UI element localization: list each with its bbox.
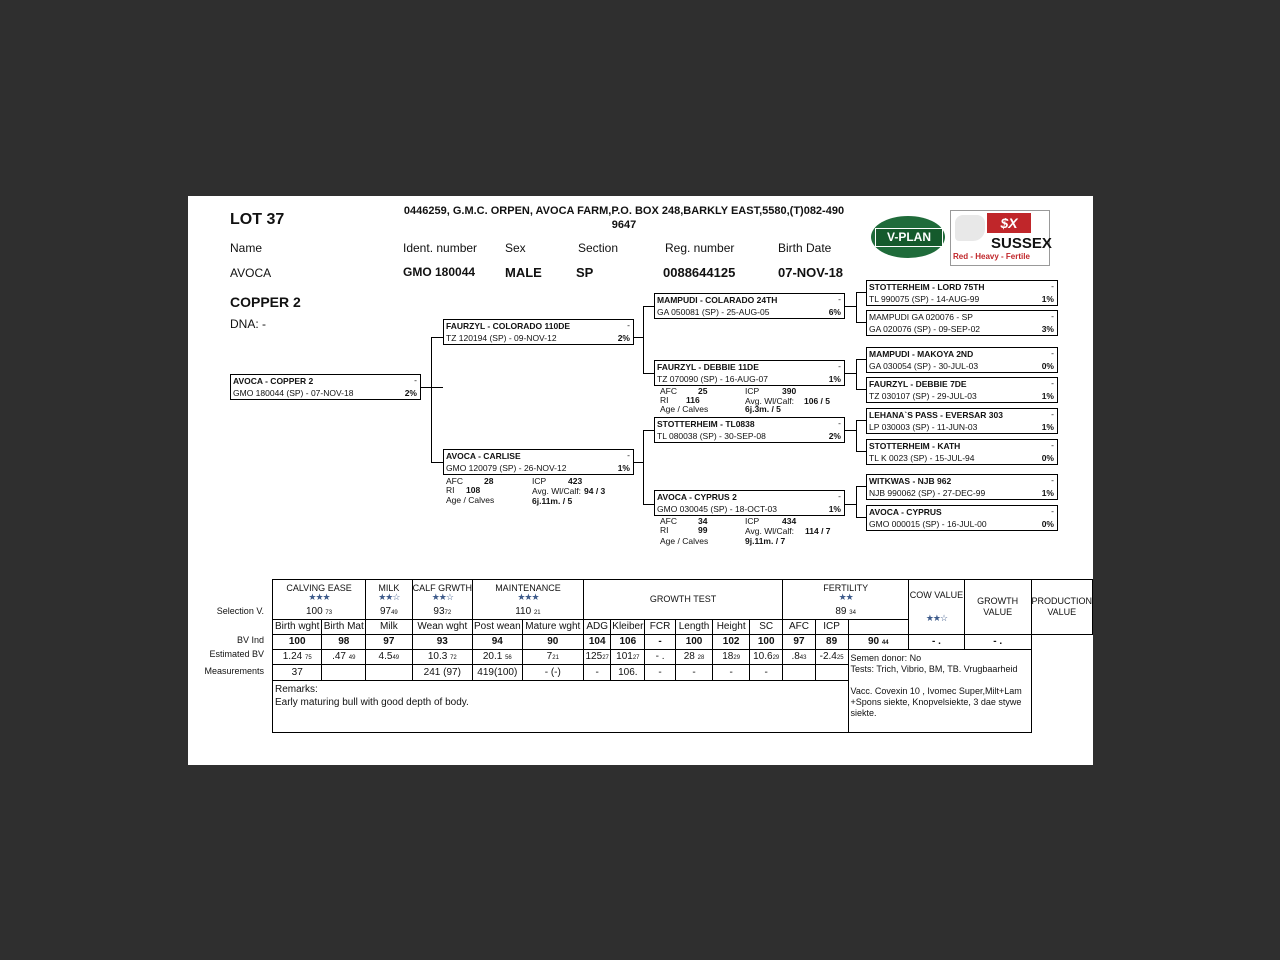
- ri-label: RI: [446, 485, 455, 495]
- animal-name: WITKWAS - NJB 962: [869, 476, 952, 486]
- dash: -: [1051, 378, 1054, 388]
- animal-pct: 1%: [1041, 294, 1054, 304]
- est-value: .8: [791, 651, 800, 662]
- accuracy: 21: [533, 610, 541, 616]
- animal-name: LEHANA`S PASS - EVERSAR 303: [869, 410, 1003, 420]
- selection-calf: [412, 605, 472, 620]
- row-label-measurements: Measurements: [204, 666, 264, 676]
- dash: -: [627, 320, 630, 330]
- group-label: CALVING EASE: [286, 582, 352, 593]
- pedigree-gen3-8: [866, 505, 1058, 531]
- est-value: -2.4: [819, 651, 837, 662]
- est-cell: [713, 649, 750, 664]
- vplan-logo: [871, 216, 945, 258]
- animal-pct: 1%: [1041, 391, 1054, 401]
- dash: -: [838, 294, 841, 304]
- pedigree-gen3-3: [866, 347, 1058, 373]
- accuracy: 34: [849, 610, 856, 616]
- animal-reg: GMO 180044 (SP) - 07-NOV-18: [233, 388, 354, 398]
- est-value: 10.6: [753, 651, 773, 662]
- selection-value: 110: [515, 606, 532, 617]
- meas-cell: [366, 664, 413, 680]
- star-rating-icon: ★★☆: [378, 591, 400, 602]
- pedigree-gen3-4: [866, 377, 1058, 403]
- meas-cell: -: [645, 664, 676, 680]
- icp-value: 390: [782, 386, 797, 396]
- animal-pct: 1%: [1041, 488, 1054, 498]
- pedigree-dam-sire: [654, 417, 845, 443]
- accuracy: 43: [799, 655, 807, 661]
- pedigree-line: [856, 517, 866, 518]
- pedigree-line: [643, 430, 654, 431]
- bv-cell: 90: [522, 634, 583, 649]
- animal-pct: 2%: [617, 333, 630, 343]
- animal-name: MAMPUDI - MAKOYA 2ND: [869, 349, 974, 359]
- est-cell: [750, 649, 783, 664]
- animal-reg: LP 030003 (SP) - 11-JUN-03: [869, 422, 978, 432]
- icp-label: ICP: [745, 386, 760, 396]
- wl-label: Avg. Wl/Calf:: [532, 486, 581, 496]
- col-header: SC: [750, 619, 783, 634]
- col-header: Length: [675, 619, 712, 634]
- bv-cell: 100: [750, 634, 783, 649]
- pedigree-line: [633, 462, 643, 463]
- name-value: AVOCA: [230, 266, 272, 280]
- pedigree-line: [431, 337, 443, 338]
- pedigree-line: [643, 373, 654, 374]
- dash: -: [838, 361, 841, 371]
- pedigree-line: [844, 373, 856, 374]
- pedigree-line: [633, 337, 643, 338]
- owner-address: [364, 204, 884, 232]
- animal-name: AVOCA - CYPRUS: [869, 507, 942, 517]
- meas-cell: [783, 664, 815, 680]
- animal-reg: GMO 120079 (SP) - 26-NOV-12: [446, 463, 567, 473]
- pedigree-line: [844, 306, 856, 307]
- animal-reg: GA 020076 (SP) - 09-SEP-02: [869, 324, 981, 334]
- pedigree-line: [856, 359, 857, 389]
- bull-head-icon: [955, 215, 985, 241]
- accuracy: 27: [632, 655, 640, 661]
- animal-reg: GMO 030045 (SP) - 18-OCT-03: [657, 504, 777, 514]
- col-header: ICP: [815, 619, 848, 634]
- icp-value: 423: [568, 476, 583, 486]
- estimated-bv-row: [273, 649, 1093, 664]
- animal-reg: GA 050081 (SP) - 25-AUG-05: [657, 307, 770, 317]
- notes-cell: [848, 649, 1031, 732]
- animal-name: AVOCA - CYPRUS 2: [657, 492, 737, 502]
- sussex-mark: $X: [987, 213, 1031, 233]
- dash: -: [1051, 311, 1054, 321]
- animal-pct: 1%: [617, 463, 630, 473]
- pedigree-line: [431, 462, 443, 463]
- accuracy: 72: [450, 655, 457, 661]
- est-cell: [583, 649, 611, 664]
- animal-name: FAURZYL - DEBBIE 11DE: [657, 362, 759, 372]
- group-calf-growth: [412, 580, 472, 605]
- vaccination-note: Vacc. Covexin 10 , Ivomec Super,Milt+Lam +Spons siekte, Knopvelsiekte, 3 dae stywe siekte.: [850, 685, 1022, 718]
- animal-reg: TZ 120194 (SP) - 09-NOV-12: [446, 333, 557, 343]
- animal-reg: TZ 070090 (SP) - 16-AUG-07: [657, 374, 769, 384]
- star-rating-icon: ★★: [838, 591, 853, 602]
- wl-value: 114 / 7: [805, 526, 831, 536]
- dash: -: [1051, 281, 1054, 291]
- age-label: Age / Calves: [446, 495, 495, 505]
- dash: -: [838, 418, 841, 428]
- animal-name: AVOCA - COPPER 2: [233, 376, 314, 386]
- animal-pct: 1%: [1041, 422, 1054, 432]
- est-cell: [322, 649, 366, 664]
- wl-value: 106 / 5: [804, 396, 830, 406]
- accuracy: 25: [836, 655, 844, 661]
- group-cow-value: [909, 580, 965, 635]
- birth-value: 07-NOV-18: [778, 265, 844, 280]
- sussex-tagline: Red - Heavy - Fertile: [953, 252, 1030, 261]
- ri-label: RI: [660, 525, 669, 535]
- col-header: Birth wght: [273, 619, 322, 634]
- accuracy: 49: [391, 610, 398, 616]
- age-value: 6j.11m. / 5: [532, 496, 573, 506]
- animal-reg: GMO 000015 (SP) - 16-JUL-00: [869, 519, 987, 529]
- pedigree-line: [856, 420, 857, 451]
- remarks-label: Remarks:: [275, 683, 318, 695]
- pedigree-line: [643, 306, 644, 373]
- star-rating-icon: ★★☆: [925, 613, 948, 624]
- pedigree-gen3-7: [866, 474, 1058, 500]
- meas-cell: [815, 664, 848, 680]
- sire-dam-performance: [660, 386, 840, 418]
- pedigree-line: [856, 322, 866, 323]
- est-cell: [611, 649, 645, 664]
- bv-index-row: [273, 634, 1093, 649]
- accuracy: 73: [325, 610, 333, 616]
- pedigree-gen3-2: [866, 310, 1058, 336]
- dash: -: [838, 491, 841, 501]
- col-header: ADG: [583, 619, 611, 634]
- birth-label: Birth Date: [778, 241, 832, 255]
- afc-label: AFC: [446, 476, 463, 486]
- group-fertility: [783, 580, 909, 605]
- section-value: SP: [576, 265, 594, 280]
- meas-cell: 241 (97): [412, 664, 472, 680]
- pedigree-gen3-1: [866, 280, 1058, 306]
- section-label: Section: [578, 241, 619, 255]
- meas-cell: -: [583, 664, 611, 680]
- pedigree-line: [856, 292, 866, 293]
- ri-value: 99: [698, 525, 708, 535]
- bv-cell: 94: [472, 634, 522, 649]
- est-value: 28: [683, 651, 695, 662]
- animal-name: MAMPUDI GA 020076 - SP: [869, 312, 973, 322]
- est-cell: [645, 649, 676, 664]
- icp-label: ICP: [532, 476, 547, 486]
- bv-cell: 106: [611, 634, 645, 649]
- selection-milk: [366, 605, 413, 620]
- est-cell: [366, 649, 413, 664]
- animal-pct: 2%: [828, 431, 841, 441]
- est-value: 1.24: [282, 651, 303, 662]
- group-calving-ease: [273, 580, 366, 605]
- accuracy: 49: [348, 655, 356, 661]
- dam-dam-performance: [660, 516, 840, 548]
- animal-name: COPPER 2: [230, 294, 301, 310]
- pedigree-subject: [230, 374, 421, 400]
- cow-value-cell: [848, 634, 909, 649]
- wl-value: 94 / 3: [584, 486, 606, 496]
- breeding-values-table: [272, 579, 1093, 733]
- accuracy: 56: [505, 655, 512, 661]
- est-cell: [675, 649, 712, 664]
- age-value: 9j.11m. / 7: [745, 536, 786, 546]
- animal-reg: NJB 990062 (SP) - 27-DEC-99: [869, 488, 986, 498]
- col-header: FCR: [645, 619, 676, 634]
- dam-performance: [446, 476, 626, 508]
- selection-maintenance: [472, 605, 583, 620]
- est-value: 125: [585, 651, 603, 662]
- row-label-selection: Selection V.: [216, 606, 264, 616]
- bv-cell: 104: [583, 634, 611, 649]
- animal-pct: 1%: [828, 504, 841, 514]
- wl-label: Avg. Wl/Calf:: [745, 396, 794, 406]
- animal-name: STOTTERHEIM - TL0838: [657, 419, 755, 429]
- selection-calving: [273, 605, 366, 620]
- name-label: Name: [230, 241, 263, 255]
- pedigree-sire-sire: [654, 293, 845, 319]
- est-value: 18: [722, 651, 734, 662]
- pedigree-gen3-6: [866, 439, 1058, 465]
- animal-reg: GA 030054 (SP) - 30-JUL-03: [869, 361, 979, 371]
- meas-cell: -: [750, 664, 783, 680]
- pedigree-line: [431, 337, 432, 462]
- group-maintenance: [472, 580, 583, 605]
- animal-pct: 0%: [1041, 519, 1054, 529]
- bv-cell: 100: [273, 634, 322, 649]
- dash: -: [1051, 409, 1054, 419]
- animal-name: AVOCA - CARLISE: [446, 451, 521, 461]
- est-value: 101: [616, 651, 633, 662]
- bv-cell: 100: [675, 634, 712, 649]
- col-header: Wean wght: [412, 619, 472, 634]
- remarks-cell: [273, 680, 849, 732]
- animal-pct: 0%: [1041, 453, 1054, 463]
- sussex-text: SUSSEX: [991, 235, 1052, 252]
- pedigree-line: [856, 420, 866, 421]
- icp-label: ICP: [745, 516, 760, 526]
- ri-label: RI: [660, 395, 669, 405]
- ri-value: 116: [686, 395, 700, 405]
- ri-value: 108: [466, 485, 481, 495]
- owner-line1: 0446259, G.M.C. ORPEN, AVOCA FARM,P.O. BOX 248,BARKLY EAST,5580,(T)082-490: [403, 205, 845, 217]
- bv-cell: 98: [322, 634, 366, 649]
- pedigree-dam: [443, 449, 634, 475]
- meas-cell: 106.: [611, 664, 645, 680]
- remarks-text: Early maturing bull with good depth of body.: [275, 696, 469, 708]
- group-label: MILK: [378, 582, 400, 593]
- star-rating-icon: ★★★: [308, 591, 330, 602]
- semen-donor-note: Semen donor: No: [850, 652, 922, 663]
- pedigree-line: [856, 389, 866, 390]
- pedigree-dam-dam: [654, 490, 845, 516]
- animal-name: FAURZYL - COLORADO 110DE: [446, 321, 571, 331]
- col-header: Post wean: [473, 621, 521, 632]
- animal-name: FAURZYL - DEBBIE 7DE: [869, 379, 967, 389]
- dash: -: [1051, 506, 1054, 516]
- meas-cell: [322, 664, 366, 680]
- reg-value: 0088644125: [663, 265, 736, 280]
- pedigree-line: [844, 430, 856, 431]
- age-label: Age / Calves: [660, 404, 709, 414]
- accuracy: 28: [697, 655, 705, 661]
- row-label-estimated: Estimated BV: [209, 649, 264, 659]
- dash: -: [1051, 348, 1054, 358]
- bv-cell: 102: [713, 634, 750, 649]
- animal-name: STOTTERHEIM - KATH: [869, 441, 961, 451]
- pedigree-line: [856, 486, 866, 487]
- dash: -: [1051, 440, 1054, 450]
- pedigree-line: [856, 451, 866, 452]
- accuracy: 44: [881, 640, 889, 646]
- animal-name: MAMPUDI - COLARADO 24TH: [657, 295, 778, 305]
- animal-pct: 3%: [1041, 324, 1054, 334]
- icp-value: 434: [782, 516, 797, 526]
- accuracy: 72: [444, 610, 452, 616]
- bv-cell: -: [645, 634, 676, 649]
- pedigree-line: [856, 486, 857, 517]
- dash: -: [1051, 475, 1054, 485]
- col-header: AFC: [783, 619, 815, 634]
- group-milk: [366, 580, 413, 605]
- pedigree-gen3-5: [866, 408, 1058, 434]
- lot-number: LOT 37: [230, 211, 285, 228]
- col-header: Milk: [366, 619, 413, 634]
- pedigree-sire-dam: [654, 360, 845, 386]
- afc-value: 34: [698, 516, 708, 526]
- meas-cell: -: [713, 664, 750, 680]
- pedigree-line: [643, 306, 654, 307]
- est-value: 20.1: [482, 651, 503, 662]
- sex-value: MALE: [505, 265, 542, 280]
- group-label: CALF GRWTH: [412, 582, 472, 593]
- group-label: COW VALUE: [909, 590, 964, 601]
- animal-name: STOTTERHEIM - LORD 75TH: [869, 282, 985, 292]
- age-label: Age / Calves: [660, 536, 709, 546]
- accuracy: 49: [392, 655, 400, 661]
- animal-reg: TL 990075 (SP) - 14-AUG-99: [869, 294, 980, 304]
- bv-cell: 97: [366, 634, 413, 649]
- bv-cell: 93: [412, 634, 472, 649]
- meas-cell: - (-): [522, 664, 583, 680]
- est-cell: [412, 649, 472, 664]
- meas-cell: -: [675, 664, 712, 680]
- accuracy: 21: [552, 655, 559, 661]
- tests-note: Tests: Trich, Vibrio, BM, TB. Vrugbaarheid: [850, 663, 1018, 674]
- star-rating-icon: ★★☆: [431, 591, 453, 602]
- meas-cell: 37: [273, 664, 322, 680]
- accuracy: 75: [305, 655, 312, 661]
- animal-pct: 1%: [828, 374, 841, 384]
- col-header: Kleiber: [612, 621, 644, 632]
- selection-fertility: [783, 605, 909, 620]
- group-growth-value: GROWTH VALUE: [964, 580, 1031, 635]
- wl-label: Avg. Wl/Calf:: [745, 526, 794, 536]
- animal-pct: 2%: [404, 388, 417, 398]
- pedigree-sire: [443, 319, 634, 345]
- animal-pct: 0%: [1041, 361, 1054, 371]
- afc-value: 25: [698, 386, 708, 396]
- reg-label: Reg. number: [665, 241, 735, 255]
- pedigree-line: [643, 504, 654, 505]
- row-label-bvind: BV Ind: [236, 635, 264, 645]
- accuracy: 27: [602, 655, 609, 661]
- dna-label: DNA: -: [230, 317, 266, 331]
- selection-value: 93: [433, 606, 445, 617]
- ident-value: GMO 180044: [403, 265, 476, 279]
- growth-value-cell: - .: [909, 634, 965, 649]
- est-value: 10.3: [427, 651, 448, 662]
- est-value: - .: [655, 651, 665, 662]
- est-cell: [522, 649, 583, 664]
- est-value: 7: [546, 651, 553, 662]
- star-rating-icon: ★★★: [517, 591, 539, 602]
- group-label: MAINTENANCE: [495, 582, 561, 593]
- dash: -: [627, 450, 630, 460]
- selection-value: 89: [835, 606, 847, 617]
- animal-reg: TZ 030107 (SP) - 29-JUL-03: [869, 391, 977, 401]
- production-value-cell: - .: [964, 634, 1031, 649]
- bv-cell: 97: [783, 634, 815, 649]
- accuracy: 29: [772, 655, 780, 661]
- col-header: Height: [713, 619, 750, 634]
- pedigree-line: [643, 430, 644, 504]
- est-cell: [815, 649, 848, 664]
- animal-reg: TL K 0023 (SP) - 15-JUL-94: [869, 453, 975, 463]
- est-value: 4.5: [378, 651, 393, 662]
- pedigree-line: [856, 359, 866, 360]
- dash: -: [414, 375, 417, 385]
- group-growth-test: GROWTH TEST: [583, 580, 782, 620]
- col-header: Birth Mat: [323, 621, 364, 632]
- owner-line2: 9647: [611, 219, 637, 231]
- cow-value: 90: [868, 636, 880, 647]
- pedigree-document: [188, 196, 1093, 765]
- est-cell: [472, 649, 522, 664]
- vplan-logo-text: V-PLAN: [875, 228, 943, 247]
- sussex-logo: [950, 210, 1050, 266]
- group-production-value: PRODUCTION VALUE: [1031, 580, 1093, 635]
- ident-label: Ident. number: [403, 241, 478, 255]
- pedigree-line: [856, 292, 857, 322]
- sex-label: Sex: [505, 241, 526, 255]
- est-value: .47: [332, 651, 346, 662]
- afc-label: AFC: [660, 516, 677, 526]
- est-cell: [783, 649, 815, 664]
- selection-value: 100: [305, 606, 323, 617]
- bv-cell: 89: [815, 634, 848, 649]
- animal-reg: TL 080038 (SP) - 30-SEP-08: [657, 431, 766, 441]
- animal-pct: 6%: [828, 307, 841, 317]
- est-cell: [273, 649, 322, 664]
- age-value: 6j.3m. / 5: [745, 404, 781, 414]
- accuracy: 29: [733, 655, 741, 661]
- group-label: FERTILITY: [823, 582, 869, 593]
- pedigree-line: [844, 504, 856, 505]
- afc-value: 28: [484, 476, 494, 486]
- selection-value: 97: [379, 606, 392, 617]
- meas-cell: 419(100): [472, 664, 522, 680]
- afc-label: AFC: [660, 386, 677, 396]
- col-header: Mature wght: [522, 619, 583, 634]
